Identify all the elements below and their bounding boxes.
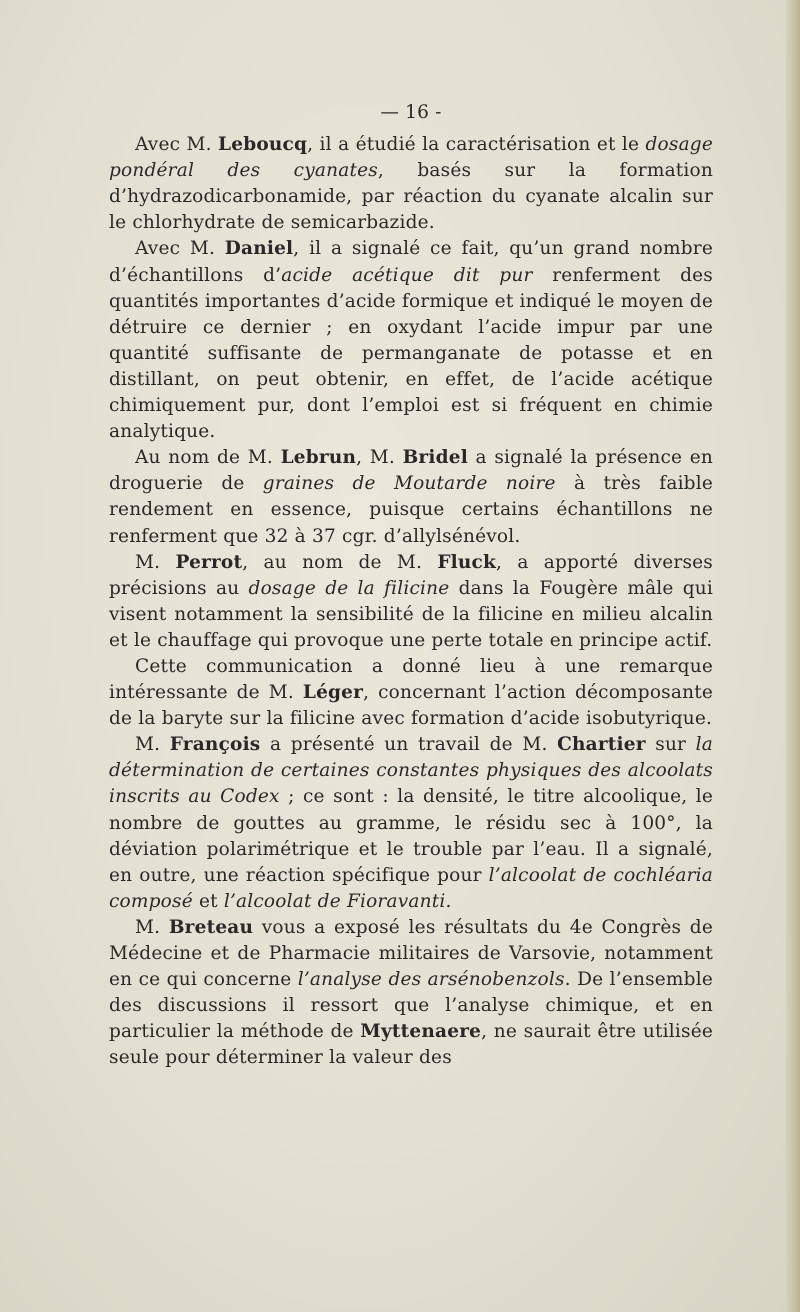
text-run: . De l’ensemble des discussions il ressort que l’analyse chimique, et en particulier la méthode de xyxy=(109,969,713,1043)
text-run: Avec M. xyxy=(135,134,219,156)
italic-text: la détermination de certaines constantes physiques des alcoolats inscrits au Codex xyxy=(109,734,714,808)
text-run: , concernant l’action décomposante de la baryte sur la filicine avec formation d’acide isobutyrique. xyxy=(109,682,713,730)
text-run: a signalé la présence en droguerie de xyxy=(109,447,714,495)
bold-name: Daniel xyxy=(224,238,294,260)
text-run: M. xyxy=(135,916,169,938)
paragraph xyxy=(109,445,713,549)
text-run: M. xyxy=(135,551,176,573)
text-run: renferment des quantités importantes d’acide formique et indiqué le moyen de détruire ce dernier ; en oxydant l’acide impur par une quantité suffisante de permanganate de potasse et en distillant, on peut obtenir, en effet, de l’acide acétique chimiquement pur, dont l’emploi est si fréquent en chimie analytique. xyxy=(109,264,713,443)
italic-text: acide acétique dit pur xyxy=(281,264,533,286)
italic-text: l’alcoolat de cochléaria composé xyxy=(109,864,713,912)
paragraph xyxy=(109,550,713,654)
paragraph xyxy=(109,915,713,1072)
bold-name: François xyxy=(169,734,261,756)
text-run: vous a exposé les résultats du 4e Congrès de Médecine et de Pharmacie militaires de Varsovie, notamment en ce qui concerne xyxy=(109,916,713,991)
text-run: a présenté un travail de M. xyxy=(260,734,558,756)
bold-name: Fluck xyxy=(437,551,497,573)
text-run: , ne saurait être utilisée seule pour déterminer la valeur des xyxy=(109,1021,714,1069)
page-number: — 16 - xyxy=(380,102,442,123)
bold-name: Breteau xyxy=(168,916,254,938)
text-run: ; ce sont : la densité, le titre alcoolique, le nombre de gouttes au gramme, le résidu sec à 100°, la déviation polarimétrique et le trouble par l’eau. Il a signalé, en outre, une réaction spécifique pour xyxy=(109,786,713,886)
text-run: , a apporté diverses précisions au xyxy=(109,551,714,599)
bold-name: Leboucq xyxy=(218,134,308,156)
text-run: Au nom de M. xyxy=(135,447,281,469)
text-run: , au nom de M. xyxy=(242,551,438,573)
text-run: Cette communication a donné lieu à une remarque intéressante de M. xyxy=(109,655,713,704)
paragraph xyxy=(109,732,713,915)
paragraph xyxy=(109,132,713,236)
bold-name: Lebrun xyxy=(280,447,357,469)
text-run: . xyxy=(445,890,452,912)
paragraph xyxy=(109,654,713,732)
bold-name: Myttenaere xyxy=(360,1021,482,1043)
italic-text: l’alcoolat de Fioravanti xyxy=(223,890,446,912)
bold-name: Chartier xyxy=(557,734,646,756)
text-run: , M. xyxy=(356,447,403,469)
italic-text: l’analyse des arsénobenzols xyxy=(297,969,565,991)
text-run: dans la Fougère mâle qui visent notamment la sensibilité de la filicine en milieu alcalin et le chauffage qui provoque une perte totale en principe actif. xyxy=(109,577,714,651)
paragraph xyxy=(109,236,713,445)
italic-text: dosage de la filicine xyxy=(248,577,450,599)
text-run: , basés sur la formation d’hydrazodicarbonamide, par réaction du cyanate alcalin sur le chlorhydrate de semicarbazide. xyxy=(109,160,713,234)
italic-text: dosage pondéral des cyanates xyxy=(109,134,713,182)
italic-text: graines de Moutarde noire xyxy=(262,473,556,495)
paragraph-list xyxy=(109,132,713,1071)
text-run: sur xyxy=(645,734,696,756)
text-run: Avec M. xyxy=(135,238,225,260)
text-run: à très faible rendement en essence, puisque certains échantillons ne renferment que 32 à 37 cgr. d’allylsénévol. xyxy=(109,473,713,547)
text-run: , il a signalé ce fait, qu’un grand nombre d’échantillons d’ xyxy=(109,238,713,286)
text-run: et xyxy=(192,890,224,912)
bold-name: Perrot xyxy=(175,551,243,573)
page-body xyxy=(109,100,713,1071)
bold-name: Léger xyxy=(302,682,364,704)
text-run: , il a étudié la caractérisation et le xyxy=(307,134,646,156)
bold-name: Bridel xyxy=(402,447,468,469)
page-edge xyxy=(786,0,800,1312)
text-run: M. xyxy=(135,734,170,756)
